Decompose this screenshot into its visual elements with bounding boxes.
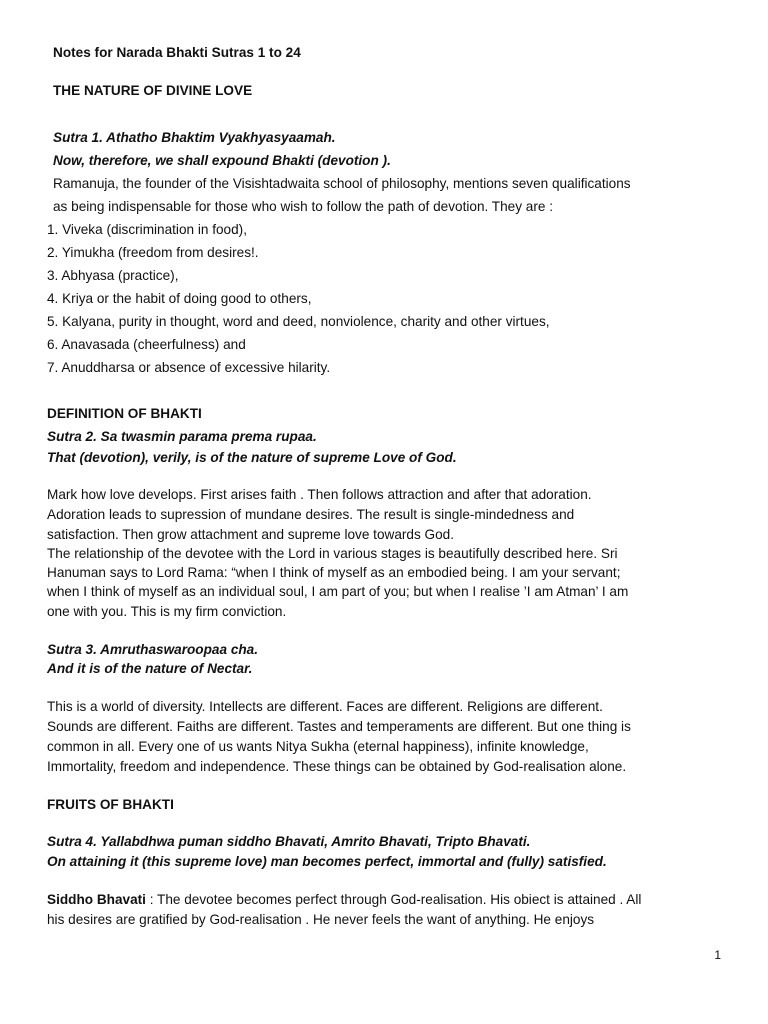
sutra-4-title: Sutra 4. Yallabdhwa puman siddho Bhavati, Amrito Bhavati, Tripto Bhavati. [47, 834, 531, 849]
paragraph-line: when I think of myself as an individual soul, I am part of you; but when I realise ’I am Atman’ I am [47, 584, 629, 599]
sutra-3-title: Sutra 3. Amruthaswaroopaa cha. [47, 642, 259, 657]
list-item: 5. Kalyana, purity in thought, word and deed, nonviolence, charity and other virtues, [47, 314, 550, 329]
list-item: 6. Anavasada (cheerfulness) and [47, 337, 246, 352]
paragraph-line: common in all. Every one of us wants Nitya Sukha (eternal happiness), infinite knowledge, [47, 739, 589, 754]
page-number: 1 [714, 948, 721, 962]
list-item: 1. Viveka (discrimination in food), [47, 222, 247, 237]
paragraph-line: Immortality, freedom and independence. These things can be obtained by God-realisation alone. [47, 759, 627, 774]
sutra-1-translation: Now, therefore, we shall expound Bhakti (devotion ). [53, 153, 391, 168]
paragraph-line: Ramanuja, the founder of the Visishtadwaita school of philosophy, mentions seven qualifications [53, 176, 631, 191]
paragraph-line: Adoration leads to supression of mundane desires. The result is single-mindedness and [47, 507, 575, 522]
section-heading-nature: THE NATURE OF DIVINE LOVE [53, 83, 253, 98]
term-siddho-bhavati: Siddho Bhavati [47, 892, 146, 907]
paragraph-line: Sounds are different. Faiths are different. Tastes and temperaments are different. But one thing is [47, 719, 631, 734]
paragraph-line: his desires are gratified by God-realisation . He never feels the want of anything. He enjoys [47, 912, 595, 927]
list-item: 3. Abhyasa (practice), [47, 268, 179, 283]
section-heading-definition: DEFINITION OF BHAKTI [47, 406, 202, 421]
paragraph-line: one with you. This is my firm conviction. [47, 604, 287, 619]
paragraph-line: This is a world of diversity. Intellects are different. Faces are different. Religions are different. [47, 699, 603, 714]
list-item: 2. Yimukha (freedom from desires!. [47, 245, 259, 260]
sutra-1-title: Sutra 1. Athatho Bhaktim Vyakhyasyaamah. [53, 130, 336, 145]
sutra-2-title: Sutra 2. Sa twasmin parama prema rupaa. [47, 429, 317, 444]
list-item: 7. Anuddharsa or absence of excessive hilarity. [47, 360, 331, 375]
document-title: Notes for Narada Bhakti Sutras 1 to 24 [53, 45, 301, 60]
paragraph-line: satisfaction. Then grow attachment and supreme love towards God. [47, 527, 455, 542]
sutra-4-translation: On attaining it (this supreme love) man becomes perfect, immortal and (fully) satisfied. [47, 854, 607, 869]
paragraph-line [47, 890, 641, 910]
sutra-2-translation: That (devotion), verily, is of the nature of supreme Love of God. [47, 450, 457, 465]
section-heading-fruits: FRUITS OF BHAKTI [47, 797, 174, 812]
paragraph-line: Mark how love develops. First arises faith . Then follows attraction and after that adoration. [47, 487, 592, 502]
sutra-3-translation: And it is of the nature of Nectar. [47, 661, 253, 676]
paragraph-line: Hanuman says to Lord Rama: “when I think of myself as an embodied being. I am your servant; [47, 565, 621, 580]
paragraph-line: The relationship of the devotee with the Lord in various stages is beautifully described here. Sri [47, 546, 618, 561]
term-definition: : The devotee becomes perfect through God-realisation. His obiect is attained . All [145, 892, 642, 907]
list-item: 4. Kriya or the habit of doing good to others, [47, 291, 312, 306]
paragraph-line: as being indispensable for those who wish to follow the path of devotion. They are : [53, 199, 554, 214]
